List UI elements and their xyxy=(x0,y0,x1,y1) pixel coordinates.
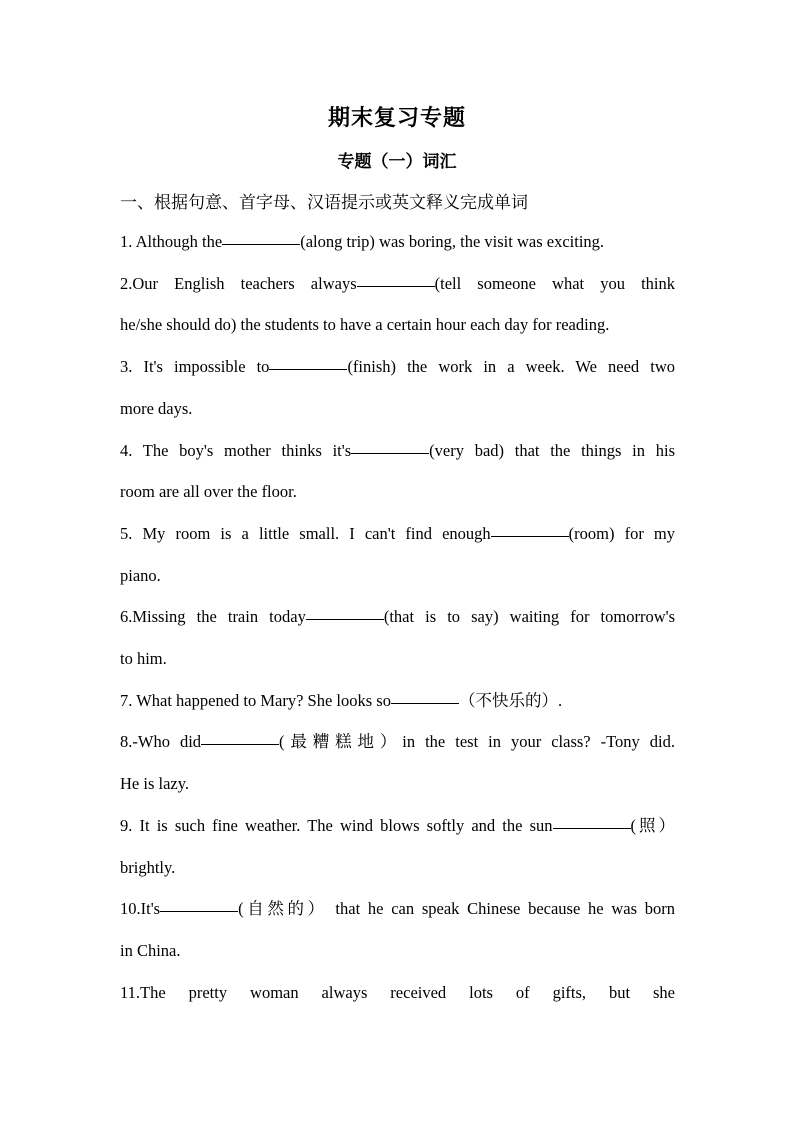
answer-blank[interactable] xyxy=(306,618,384,620)
question-text: 10.It's xyxy=(120,899,161,919)
question-10 xyxy=(120,888,675,971)
question-line: to him. xyxy=(120,649,167,669)
question-line xyxy=(120,263,675,305)
question-line xyxy=(120,221,675,263)
question-1 xyxy=(120,221,675,263)
question-7 xyxy=(120,680,675,722)
question-text: (tell someone what you think xyxy=(434,273,675,293)
question-text: 1. Although the xyxy=(120,232,223,251)
question-text: 5. My room is a little small. I can't find enough xyxy=(120,523,491,543)
page-title: 期末复习专题 xyxy=(327,105,466,130)
answer-blank[interactable] xyxy=(491,535,569,537)
question-line xyxy=(120,680,675,722)
question-11 xyxy=(120,972,675,1014)
question-line: room are all over the floor. xyxy=(120,482,297,502)
question-text: (room) for my xyxy=(568,523,675,543)
answer-blank[interactable] xyxy=(351,452,429,454)
answer-blank[interactable] xyxy=(357,285,435,287)
question-text: (finish) the work in a week. We need two xyxy=(347,357,675,377)
question-8 xyxy=(120,721,675,804)
question-line xyxy=(120,596,675,638)
question-list xyxy=(120,221,675,1013)
question-text: (自然的） that he can speak Chinese because he was born xyxy=(238,899,675,919)
question-text: (that is to say) waiting for tomorrow's xyxy=(383,607,676,627)
question-line: He is lazy. xyxy=(120,774,190,794)
question-text: (very bad) that the things in his xyxy=(429,440,675,460)
question-text: 3. It's impossible to xyxy=(120,357,270,377)
question-line: he/she should do) the students to have a certain hour each day for reading. xyxy=(120,315,610,335)
question-5 xyxy=(120,513,675,596)
question-text: 4. The boy's mother thinks it's xyxy=(120,440,352,460)
question-text: 9. It is such fine weather. The wind blows softly and the sun xyxy=(120,815,553,835)
answer-blank[interactable] xyxy=(222,243,300,245)
section-heading: 一、根据句意、首字母、汉语提示或英文释义完成单词 xyxy=(120,193,528,212)
question-line xyxy=(120,805,675,847)
answer-blank[interactable] xyxy=(391,702,459,704)
answer-blank[interactable] xyxy=(201,743,279,745)
question-line: more days. xyxy=(120,398,193,418)
answer-blank[interactable] xyxy=(269,368,347,370)
question-line xyxy=(120,346,675,388)
question-line xyxy=(120,430,675,472)
question-text: 6.Missing the train today xyxy=(120,607,306,627)
page-subtitle: 专题（一）词汇 xyxy=(337,152,457,171)
question-text: (along trip) was boring, the visit was exciting. xyxy=(300,232,605,251)
question-line xyxy=(120,721,675,763)
question-line: piano. xyxy=(120,565,161,585)
question-line: brightly. xyxy=(120,857,176,877)
answer-blank[interactable] xyxy=(160,910,238,912)
question-text: (照） xyxy=(630,815,675,835)
question-text: (最糟糕地）in the test in your class? -Tony did. xyxy=(279,732,675,752)
question-4 xyxy=(120,430,675,513)
question-text: （不快乐的）. xyxy=(458,690,563,710)
question-text: 7. What happened to Mary? She looks so xyxy=(120,690,391,710)
answer-blank[interactable] xyxy=(553,827,631,829)
question-3 xyxy=(120,346,675,429)
question-line xyxy=(120,888,675,930)
question-9 xyxy=(120,805,675,888)
question-line: 11.The pretty woman always received lots of gifts, but she xyxy=(120,982,675,1002)
question-6 xyxy=(120,596,675,679)
question-line xyxy=(120,513,675,555)
question-text: 2.Our English teachers always xyxy=(120,273,357,293)
question-text: 8.-Who did xyxy=(120,732,202,752)
question-2 xyxy=(120,263,675,346)
question-line: in China. xyxy=(120,940,181,960)
